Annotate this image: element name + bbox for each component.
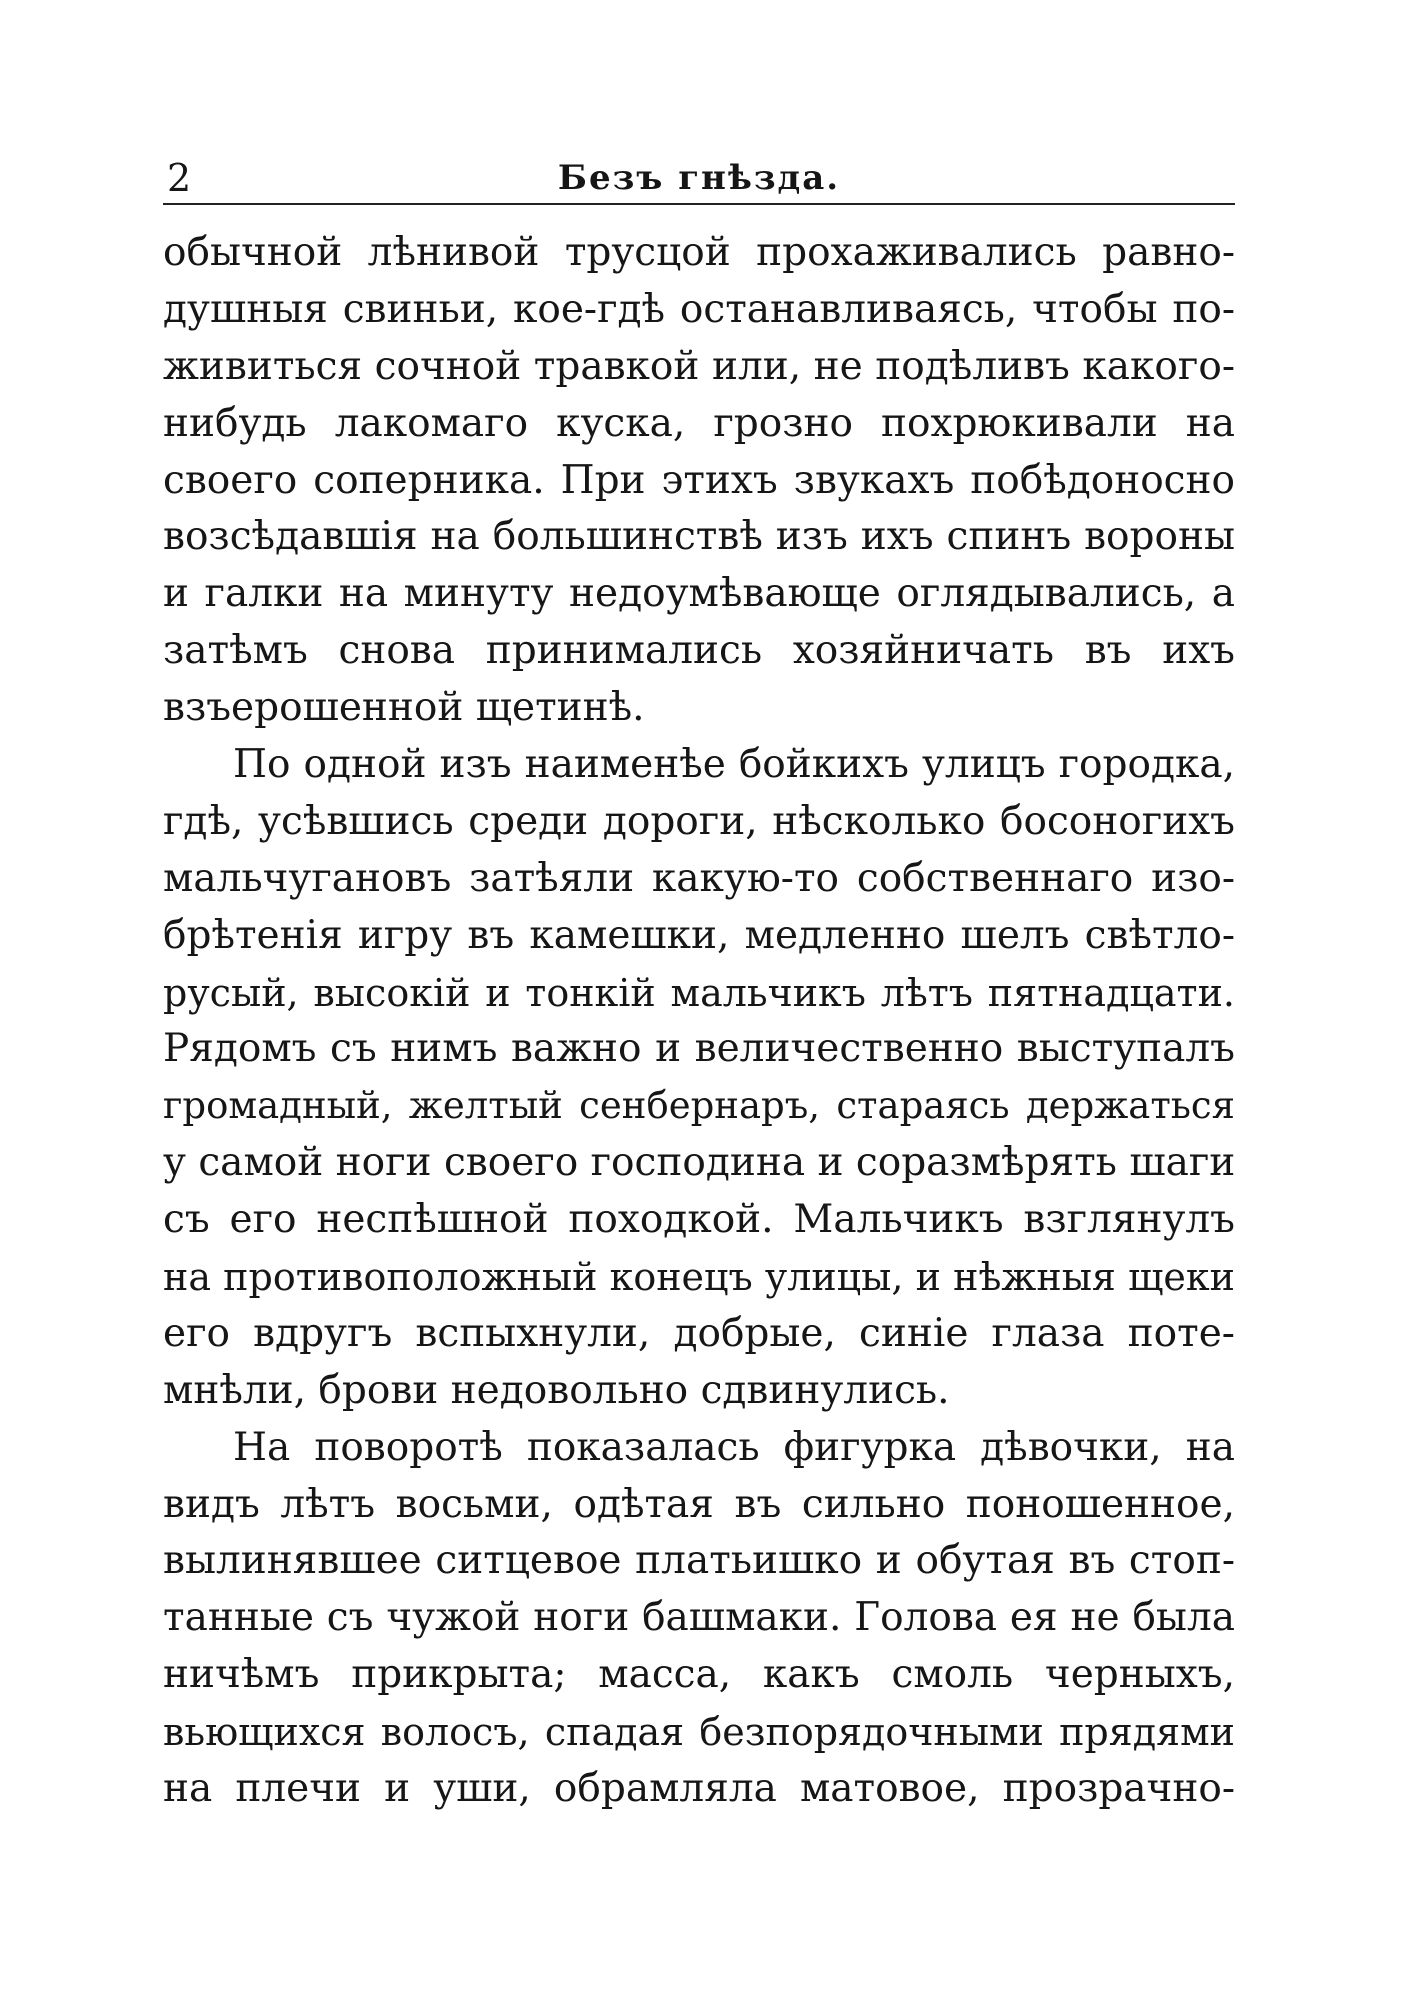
text-line: его вдругъ вспыхнули, добрые, синіе глаза поте- (163, 1310, 1235, 1356)
text-line: вьющихся волосъ, спадая безпорядочными прядями (163, 1710, 1235, 1755)
text-line: обычной лѣнивой трусцой прохаживались равно- (163, 230, 1235, 275)
header-rule (163, 203, 1235, 205)
paragraph-3 (163, 1420, 1235, 1818)
text-line: затѣмъ снова принимались хозяйничать въ ихъ (163, 628, 1235, 674)
text-line: на плечи и уши, обрамляла матовое, прозрачно- (163, 1766, 1235, 1812)
text-line: русый, высокій и тонкій мальчикъ лѣтъ пятнадцати. (163, 970, 1235, 1015)
body-text (163, 225, 1235, 1818)
paragraph-2 (163, 737, 1235, 1420)
text-line: громадный, желтый сенбернаръ, стараясь держаться (163, 1084, 1235, 1128)
text-line: видъ лѣтъ восьми, одѣтая въ сильно поношенное, (163, 1481, 1235, 1527)
paragraph-1 (163, 225, 1235, 737)
running-title: Безъ гнѣзда. (557, 158, 841, 198)
text-line: ничѣмъ прикрыта; масса, какъ смоль черныхъ, (163, 1652, 1235, 1698)
text-line: душныя свиньи, кое-гдѣ останавливаясь, чтобы по- (163, 286, 1235, 332)
text-line: брѣтенія игру въ камешки, медленно шелъ свѣтло- (163, 912, 1235, 958)
text-line: нибудь лакомаго куска, грозно похрюкивали на (163, 400, 1235, 446)
text-line: мальчугановъ затѣяли какую-то собственнаго изо- (163, 855, 1235, 901)
text-line: на противоположный конецъ улицы, и нѣжныя щеки (163, 1255, 1235, 1300)
text-line: мнѣли, брови недовольно сдвинулись. (163, 1367, 950, 1413)
text-line: у самой ноги своего господина и соразмѣрять шаги (163, 1140, 1235, 1186)
text-line: и галки на минуту недоумѣвающе оглядывались, а (163, 571, 1235, 617)
text-line: взъерошенной щетинѣ. (163, 685, 645, 731)
page-number: 2 (167, 156, 192, 200)
text-line: Рядомъ съ нимъ важно и величественно выступалъ (163, 1026, 1235, 1072)
text-line: гдѣ, усѣвшись среди дороги, нѣсколько босоногихъ (163, 798, 1235, 844)
text-line: возсѣдавшія на большинствѣ изъ ихъ спинъ вороны (163, 514, 1235, 560)
text-line: По одной изъ наименѣе бойкихъ улицъ городка, (233, 742, 1235, 788)
text-line: живиться сочной травкой или, не подѣливъ какого- (163, 343, 1235, 389)
text-line: На поворотѣ показалась фигурка дѣвочки, на (233, 1424, 1235, 1470)
text-line: съ его неспѣшной походкой. Мальчикъ взглянулъ (163, 1197, 1235, 1243)
text-line: своего соперника. При этихъ звукахъ побѣдоносно (163, 457, 1235, 503)
text-line: вылинявшее ситцевое платьишко и обутая въ стоп- (163, 1538, 1235, 1584)
text-line: танные съ чужой ноги башмаки. Голова ея не была (163, 1595, 1235, 1641)
running-head (163, 152, 1235, 204)
